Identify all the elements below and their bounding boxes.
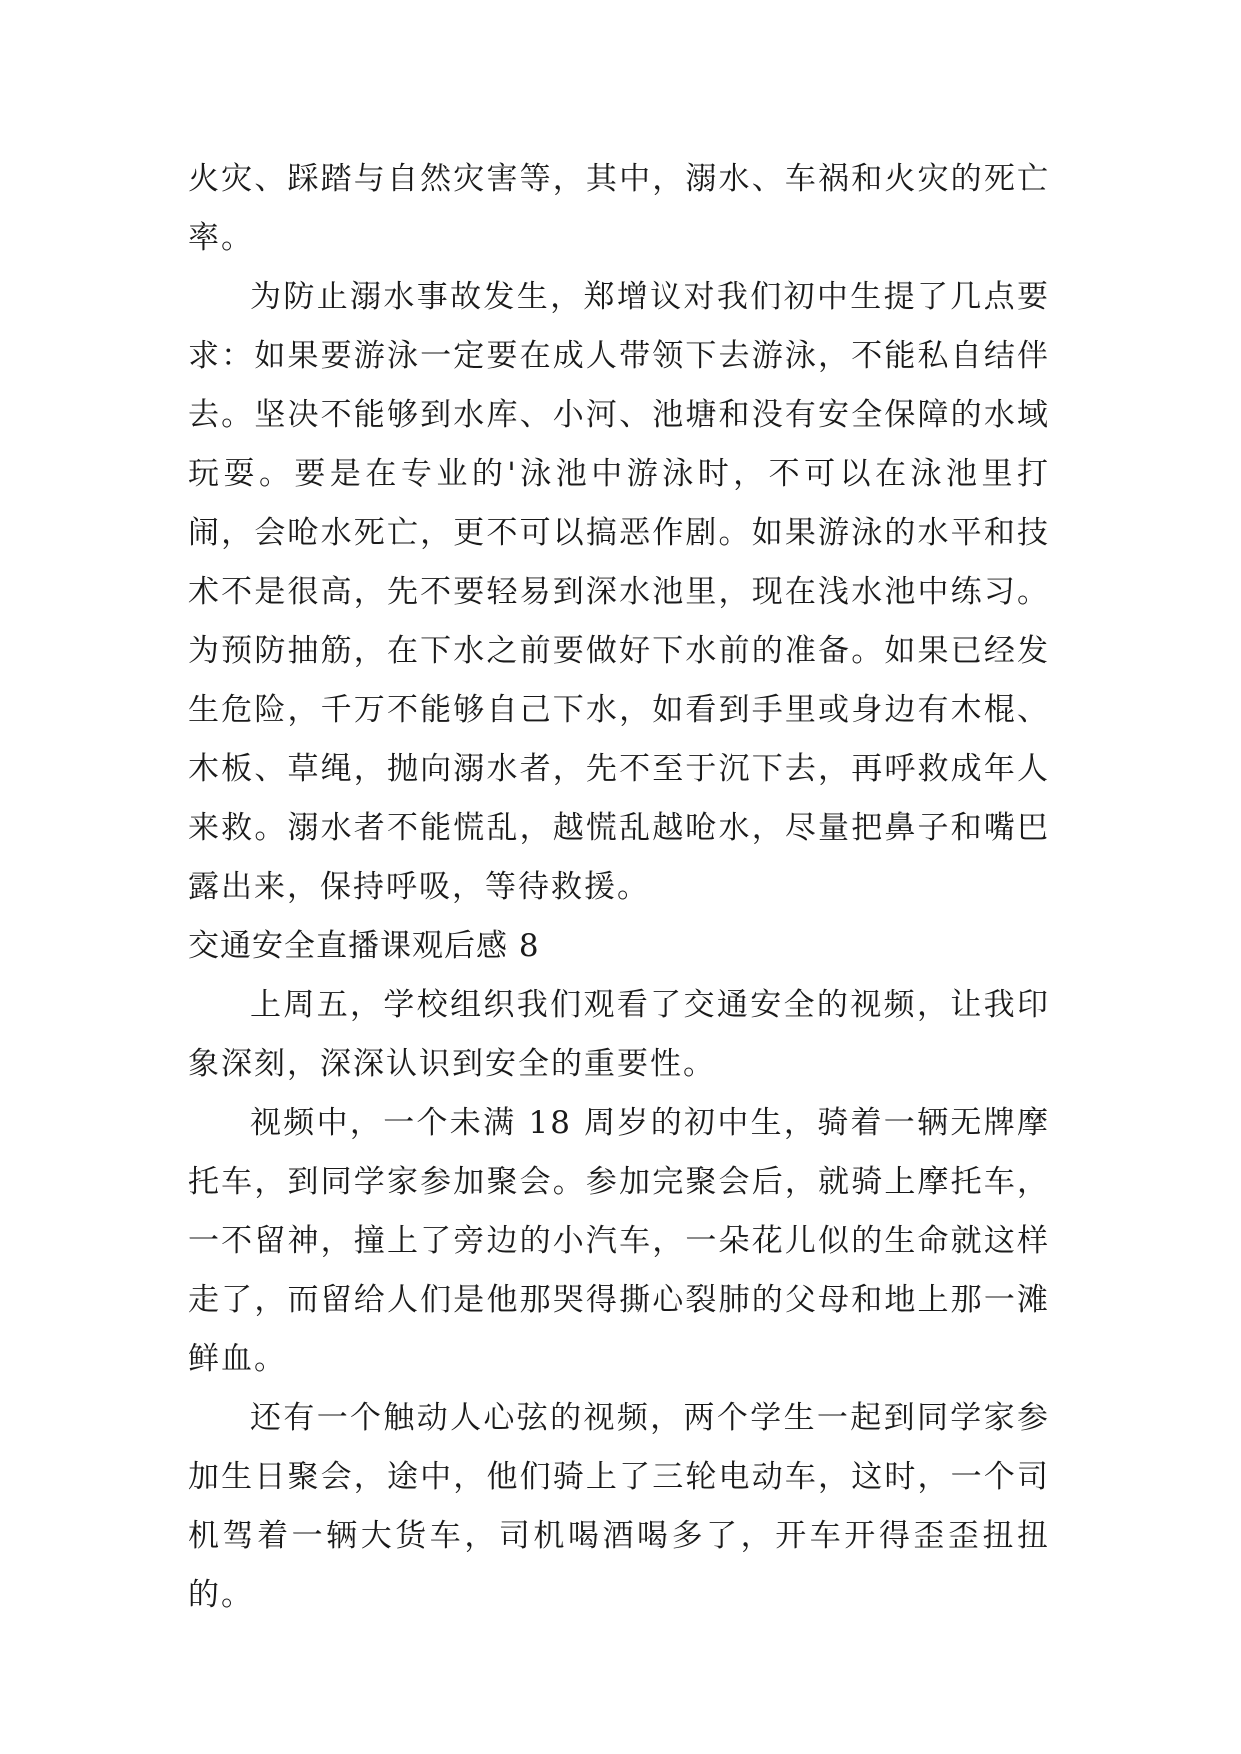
- document-body: [188, 150, 1050, 1625]
- paragraph-truck-video: 还有一个触动人心弦的视频，两个学生一起到同学家参加生日聚会，途中，他们骑上了三轮电动车，这时，一个司机驾着一辆大货车，司机喝酒喝多了，开车开得歪歪扭扭的。: [188, 1400, 1050, 1613]
- paragraph-continued: 火灾、踩踏与自然灾害等，其中，溺水、车祸和火灾的死亡率。: [188, 161, 1050, 256]
- paragraph-drowning-advice: 为防止溺水事故发生，郑增议对我们初中生提了几点要求：如果要游泳一定要在成人带领下去游泳，不能私自结伴去。坚决不能够到水库、小河、池塘和没有安全保障的水域玩耍。要是在专业的'泳池中游泳时，不可以在泳池里打闹，会呛水死亡，更不可以搞恶作剧。如果游泳的水平和技术不是很高，先不要轻易到深水池里，现在浅水池中练习。为预防抽筋，在下水之前要做好下水前的准备。如果已经发生危险，千万不能够自己下水，如看到手里或身边有木棍、木板、草绳，抛向溺水者，先不至于沉下去，再呼救成年人来救。溺水者不能慌乱，越慌乱越呛水，尽量把鼻子和嘴巴露出来，保持呼吸，等待救援。: [188, 279, 1050, 905]
- paragraph-motorcycle-video: 视频中，一个未满 18 周岁的初中生，骑着一辆无牌摩托车，到同学家参加聚会。参加完聚会后，就骑上摩托车，一不留神，撞上了旁边的小汽车，一朵花儿似的生命就这样走了，而留给人们是他那哭得撕心裂肺的父母和地上那一滩鲜血。: [188, 1105, 1050, 1377]
- section-title: 交通安全直播课观后感 8: [188, 928, 540, 964]
- paragraph-intro: 上周五，学校组织我们观看了交通安全的视频，让我印象深刻，深深认识到安全的重要性。: [188, 987, 1050, 1082]
